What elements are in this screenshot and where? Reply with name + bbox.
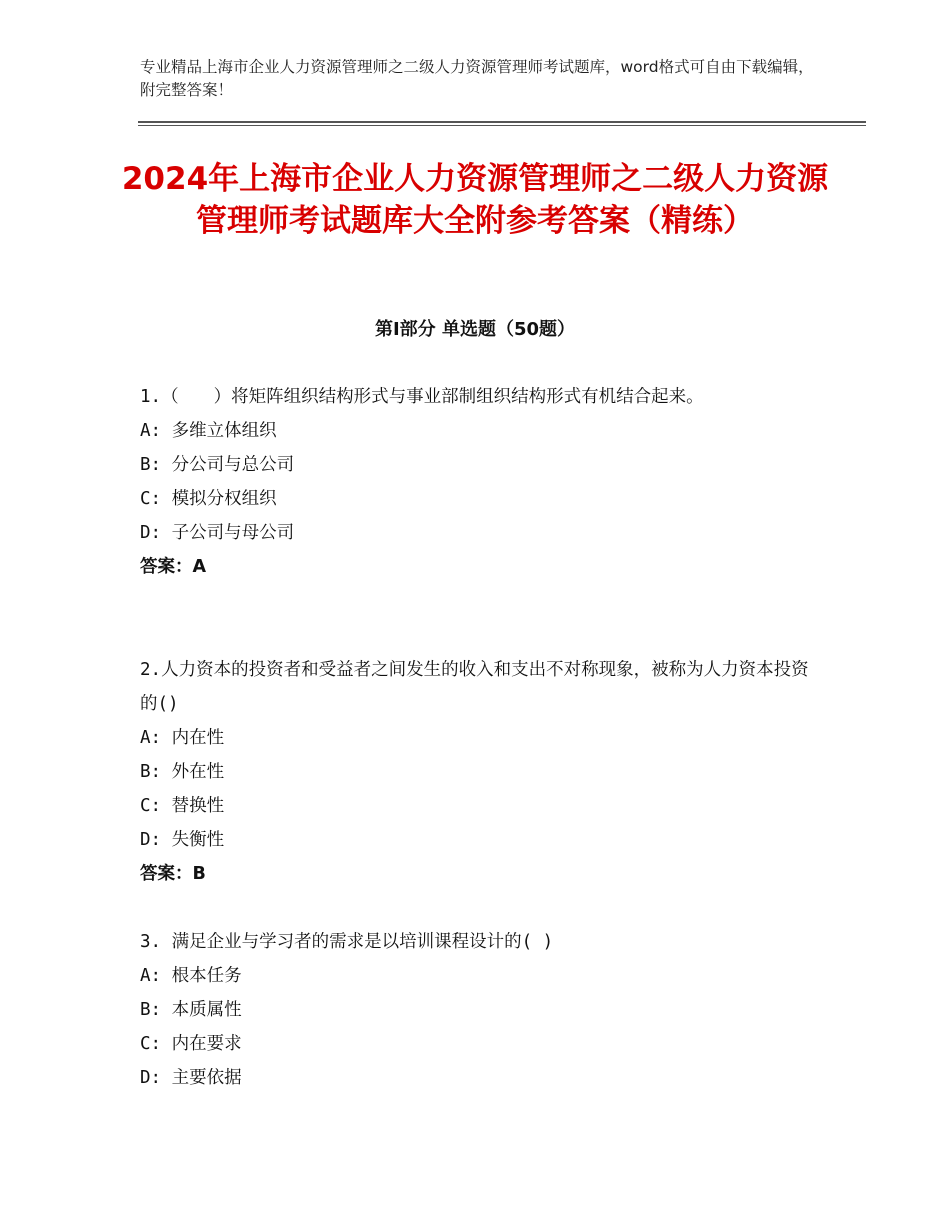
option-a: A: 根本任务: [140, 966, 242, 986]
option-b: B: 分公司与总公司: [140, 455, 295, 475]
option-d: D: 子公司与母公司: [140, 523, 295, 543]
answer: 答案：B: [140, 864, 206, 884]
question-stem: 3. 满足企业与学习者的需求是以培训课程设计的( ): [140, 932, 554, 952]
question-stem: 2.人力资本的投资者和受益者之间发生的收入和支出不对称现象，被称为人力资本投资的(): [140, 660, 809, 714]
section-heading: 第Ⅰ部分 单选题（50题）: [374, 319, 575, 340]
question-3: [140, 925, 810, 1095]
option-d: D: 失衡性: [140, 830, 225, 850]
question-stem: 1.（ ）将矩阵组织结构形式与事业部制组织结构形式有机结合起来。: [140, 387, 704, 407]
option-c: C: 替换性: [140, 796, 225, 816]
option-a: A: 内在性: [140, 728, 225, 748]
option-c: C: 模拟分权组织: [140, 489, 277, 509]
document-title: 2024年上海市企业人力资源管理师之二级人力资源管理师考试题库大全附参考答案（精练）: [121, 161, 829, 239]
header-divider-thick: [138, 121, 866, 123]
question-1: [140, 380, 810, 584]
question-2: [140, 653, 810, 891]
option-b: B: 外在性: [140, 762, 225, 782]
option-d: D: 主要依据: [140, 1068, 242, 1088]
answer: 答案：A: [140, 557, 207, 577]
option-c: C: 内在要求: [140, 1034, 242, 1054]
header-note: 专业精品上海市企业人力资源管理师之二级人力资源管理师考试题库，word格式可自由下载编辑，附完整答案！: [140, 58, 814, 99]
option-b: B: 本质属性: [140, 1000, 242, 1020]
header-divider-thin: [138, 125, 866, 126]
option-a: A: 多维立体组织: [140, 421, 277, 441]
